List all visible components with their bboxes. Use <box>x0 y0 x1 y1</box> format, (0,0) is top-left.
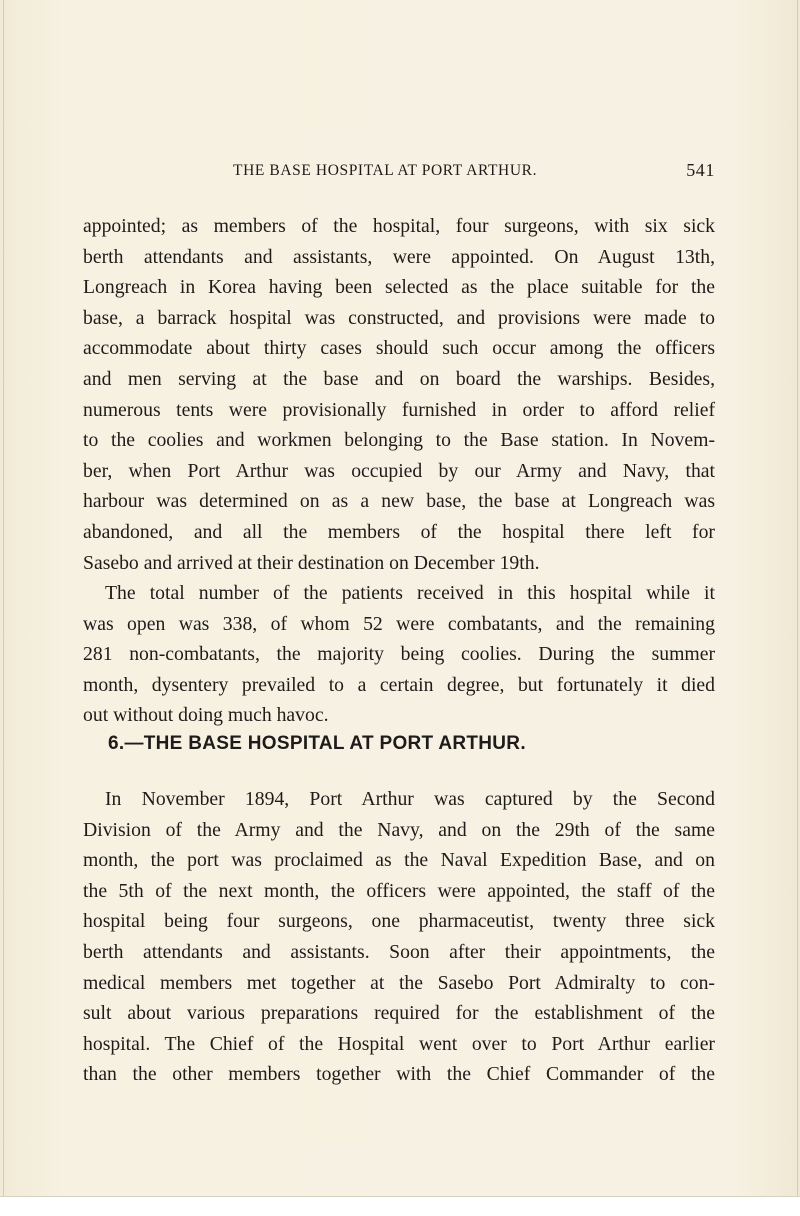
text-line: month, dysentery prevailed to a certain degree, but fortunately it died <box>83 673 715 696</box>
text-line: out without doing much havoc. <box>83 704 329 727</box>
text-line: hospital. The Chief of the Hospital went over to Port Arthur earlier <box>83 1032 715 1055</box>
page-number: 541 <box>686 160 715 180</box>
text-line: to the coolies and workmen belonging to the Base station. In Novem- <box>83 429 715 452</box>
text-line: hospital being four surgeons, one pharmaceutist, twenty three sick <box>83 910 715 933</box>
paragraph-3 <box>83 784 715 1090</box>
text-line: sult about various preparations required for the establishment of the <box>83 1002 715 1025</box>
text-line: The total number of the patients received in this hospital while it <box>105 582 715 604</box>
page-bottom-edge <box>0 1196 800 1216</box>
text-line: Sasebo and arrived at their destination on December 19th. <box>83 551 540 574</box>
text-line: Longreach in Korea having been selected as the place suitable for the <box>83 276 715 299</box>
running-head <box>83 162 715 186</box>
paragraph-1 <box>83 211 715 578</box>
text-line: abandoned, and all the members of the hospital there left for <box>83 520 715 543</box>
text-line: medical members met together at the Sasebo Port Admiralty to con- <box>83 971 715 994</box>
text-line: 281 non-combatants, the majority being coolies. During the summer <box>83 643 715 666</box>
text-line: numerous tents were provisionally furnished in order to afford relief <box>83 398 715 421</box>
text-line: than the other members together with the Chief Commander of the <box>83 1063 715 1086</box>
text-line: accommodate about thirty cases should such occur among the officers <box>83 337 715 360</box>
section-heading: 6.—THE BASE HOSPITAL AT PORT ARTHUR. <box>108 733 526 754</box>
text-line: In November 1894, Port Arthur was captured by the Second <box>105 788 715 810</box>
text-line: month, the port was proclaimed as the Naval Expedition Base, and on <box>83 849 715 872</box>
text-line: berth attendants and assistants, were appointed. On August 13th, <box>83 245 715 268</box>
running-head-title: THE BASE HOSPITAL AT PORT ARTHUR. <box>233 162 538 179</box>
text-line: appointed; as members of the hospital, four surgeons, with six sick <box>83 215 715 237</box>
page-margin-line-left <box>3 0 4 1196</box>
text-line: berth attendants and assistants. Soon after their appointments, the <box>83 940 715 963</box>
text-line: was open was 338, of whom 52 were combatants, and the remaining <box>83 612 715 635</box>
text-line: harbour was determined on as a new base, the base at Longreach was <box>83 490 715 513</box>
text-line: the 5th of the next month, the officers were appointed, the staff of the <box>83 879 715 902</box>
text-line: ber, when Port Arthur was occupied by our Army and Navy, that <box>83 459 715 482</box>
paragraph-2 <box>83 578 715 731</box>
text-line: base, a barrack hospital was constructed, and provisions were made to <box>83 306 715 329</box>
page-margin-line-right <box>797 0 798 1196</box>
text-line: and men serving at the base and on board the warships. Besides, <box>83 367 715 390</box>
text-line: Division of the Army and the Navy, and on the 29th of the same <box>83 818 715 841</box>
